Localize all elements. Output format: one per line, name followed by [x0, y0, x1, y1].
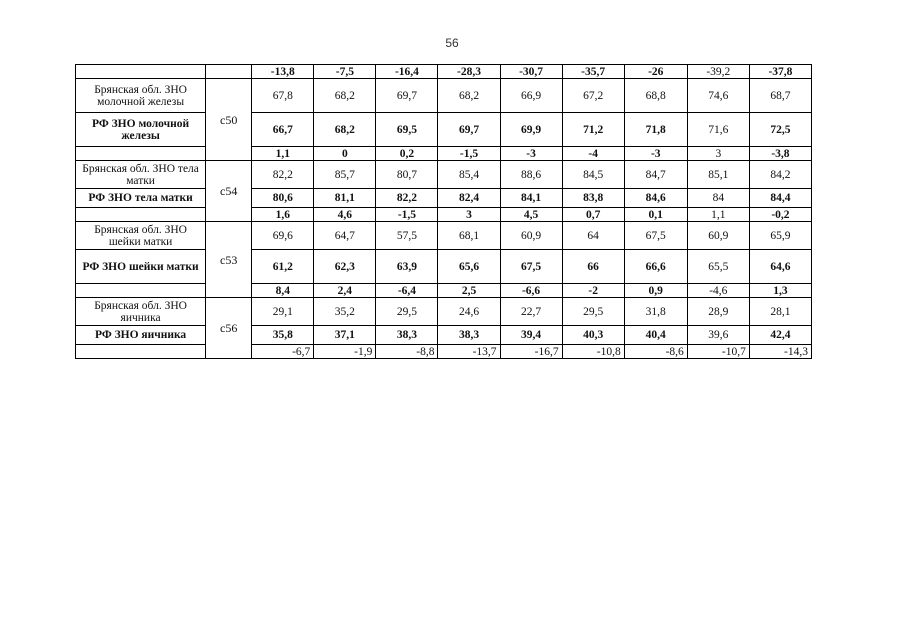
region-value-cell: 68,8 — [624, 79, 687, 113]
region-value-cell: 29,5 — [562, 298, 624, 326]
difference-cell: -37,8 — [749, 65, 811, 79]
region-value-cell: 69,6 — [252, 222, 314, 250]
difference-cell: -30,7 — [500, 65, 562, 79]
page-number: 56 — [445, 36, 459, 50]
rf-value-cell: 66 — [562, 250, 624, 284]
incidence-table — [75, 64, 812, 359]
icd-code: с56 — [206, 298, 252, 359]
table-row — [76, 65, 812, 79]
difference-cell: 2,4 — [314, 284, 376, 298]
difference-cell: -3 — [624, 147, 687, 161]
rf-value-cell: 67,5 — [500, 250, 562, 284]
rf-value-cell: 84 — [687, 189, 749, 208]
rf-value-cell: 84,4 — [749, 189, 811, 208]
region-value-cell: 84,2 — [749, 161, 811, 189]
difference-cell: 0,1 — [624, 208, 687, 222]
rf-value-cell: 68,2 — [314, 113, 376, 147]
rf-value-cell: 66,7 — [252, 113, 314, 147]
rf-value-cell: 69,7 — [438, 113, 500, 147]
region-label: Брянская обл. ЗНО молочной железы — [76, 79, 206, 113]
rf-label: РФ ЗНО шейки матки — [76, 250, 206, 284]
difference-cell: 4,5 — [500, 208, 562, 222]
difference-cell: -35,7 — [562, 65, 624, 79]
difference-cell: -7,5 — [314, 65, 376, 79]
table-row — [76, 222, 812, 250]
region-value-cell: 29,5 — [376, 298, 438, 326]
region-value-cell: 28,1 — [749, 298, 811, 326]
region-value-cell: 65,9 — [749, 222, 811, 250]
region-label: Брянская обл. ЗНО шейки матки — [76, 222, 206, 250]
empty-cell — [206, 65, 252, 79]
table-row — [76, 298, 812, 326]
region-value-cell: 84,7 — [624, 161, 687, 189]
rf-value-cell: 42,4 — [749, 326, 811, 345]
region-value-cell: 60,9 — [687, 222, 749, 250]
rf-value-cell: 69,9 — [500, 113, 562, 147]
region-value-cell: 88,6 — [500, 161, 562, 189]
region-value-cell: 31,8 — [624, 298, 687, 326]
rf-value-cell: 40,4 — [624, 326, 687, 345]
difference-cell: 1,1 — [687, 208, 749, 222]
rf-value-cell: 81,1 — [314, 189, 376, 208]
icd-code: с54 — [206, 161, 252, 222]
difference-cell: 1,3 — [749, 284, 811, 298]
region-value-cell: 67,2 — [562, 79, 624, 113]
region-value-cell: 22,7 — [500, 298, 562, 326]
difference-cell: -4,6 — [687, 284, 749, 298]
region-label: Брянская обл. ЗНО тела матки — [76, 161, 206, 189]
empty-cell — [76, 147, 206, 161]
difference-cell: -6,4 — [376, 284, 438, 298]
difference-cell: -6,6 — [500, 284, 562, 298]
difference-cell: -13,7 — [438, 345, 500, 359]
difference-cell: 3 — [438, 208, 500, 222]
rf-value-cell: 35,8 — [252, 326, 314, 345]
rf-value-cell: 61,2 — [252, 250, 314, 284]
difference-cell: 4,6 — [314, 208, 376, 222]
rf-value-cell: 63,9 — [376, 250, 438, 284]
region-value-cell: 68,2 — [314, 79, 376, 113]
difference-cell: -2 — [562, 284, 624, 298]
region-value-cell: 28,9 — [687, 298, 749, 326]
region-value-cell: 24,6 — [438, 298, 500, 326]
rf-value-cell: 65,5 — [687, 250, 749, 284]
rf-value-cell: 83,8 — [562, 189, 624, 208]
region-value-cell: 68,1 — [438, 222, 500, 250]
region-value-cell: 85,1 — [687, 161, 749, 189]
rf-value-cell: 71,2 — [562, 113, 624, 147]
rf-value-cell: 80,6 — [252, 189, 314, 208]
icd-code: с53 — [206, 222, 252, 298]
rf-value-cell: 39,6 — [687, 326, 749, 345]
region-value-cell: 64 — [562, 222, 624, 250]
difference-cell: -28,3 — [438, 65, 500, 79]
region-value-cell: 60,9 — [500, 222, 562, 250]
difference-cell: -0,2 — [749, 208, 811, 222]
difference-cell: -16,4 — [376, 65, 438, 79]
rf-value-cell: 72,5 — [749, 113, 811, 147]
rf-value-cell: 71,6 — [687, 113, 749, 147]
rf-value-cell: 38,3 — [376, 326, 438, 345]
region-value-cell: 82,2 — [252, 161, 314, 189]
difference-cell: 1,1 — [252, 147, 314, 161]
rf-label: РФ ЗНО молочной железы — [76, 113, 206, 147]
difference-cell: -26 — [624, 65, 687, 79]
difference-cell: 8,4 — [252, 284, 314, 298]
region-value-cell: 85,4 — [438, 161, 500, 189]
rf-value-cell: 62,3 — [314, 250, 376, 284]
difference-cell: -14,3 — [749, 345, 811, 359]
difference-cell: 0,7 — [562, 208, 624, 222]
region-value-cell: 64,7 — [314, 222, 376, 250]
rf-value-cell: 82,2 — [376, 189, 438, 208]
table-row — [76, 147, 812, 161]
table-row — [76, 79, 812, 113]
difference-cell: 3 — [687, 147, 749, 161]
difference-cell: -6,7 — [252, 345, 314, 359]
difference-cell: -16,7 — [500, 345, 562, 359]
rf-value-cell: 64,6 — [749, 250, 811, 284]
rf-value-cell: 37,1 — [314, 326, 376, 345]
region-value-cell: 66,9 — [500, 79, 562, 113]
difference-cell: 2,5 — [438, 284, 500, 298]
region-value-cell: 85,7 — [314, 161, 376, 189]
table-body — [76, 65, 812, 359]
difference-cell: -3 — [500, 147, 562, 161]
difference-cell: -8,6 — [624, 345, 687, 359]
region-value-cell: 35,2 — [314, 298, 376, 326]
difference-cell: 0 — [314, 147, 376, 161]
region-value-cell: 74,6 — [687, 79, 749, 113]
region-value-cell: 67,5 — [624, 222, 687, 250]
difference-cell: -8,8 — [376, 345, 438, 359]
table-row — [76, 284, 812, 298]
table-row — [76, 113, 812, 147]
region-value-cell: 80,7 — [376, 161, 438, 189]
region-value-cell: 57,5 — [376, 222, 438, 250]
rf-value-cell: 38,3 — [438, 326, 500, 345]
rf-value-cell: 71,8 — [624, 113, 687, 147]
rf-value-cell: 65,6 — [438, 250, 500, 284]
icd-code: с50 — [206, 79, 252, 161]
rf-value-cell: 84,1 — [500, 189, 562, 208]
difference-cell: -10,7 — [687, 345, 749, 359]
table-row — [76, 345, 812, 359]
table-row — [76, 189, 812, 208]
region-value-cell: 69,7 — [376, 79, 438, 113]
rf-value-cell: 39,4 — [500, 326, 562, 345]
rf-value-cell: 66,6 — [624, 250, 687, 284]
difference-cell: -10,8 — [562, 345, 624, 359]
empty-cell — [76, 208, 206, 222]
empty-cell — [76, 345, 206, 359]
difference-cell: -1,5 — [438, 147, 500, 161]
region-value-cell: 68,2 — [438, 79, 500, 113]
table-row — [76, 250, 812, 284]
table-row — [76, 326, 812, 345]
rf-value-cell: 84,6 — [624, 189, 687, 208]
rf-value-cell: 82,4 — [438, 189, 500, 208]
difference-cell: -13,8 — [252, 65, 314, 79]
region-value-cell: 67,8 — [252, 79, 314, 113]
difference-cell: -3,8 — [749, 147, 811, 161]
region-value-cell: 29,1 — [252, 298, 314, 326]
region-value-cell: 68,7 — [749, 79, 811, 113]
region-label: Брянская обл. ЗНО яичника — [76, 298, 206, 326]
table-row — [76, 208, 812, 222]
rf-value-cell: 40,3 — [562, 326, 624, 345]
region-value-cell: 84,5 — [562, 161, 624, 189]
rf-value-cell: 69,5 — [376, 113, 438, 147]
empty-cell — [76, 65, 206, 79]
difference-cell: -4 — [562, 147, 624, 161]
difference-cell: -39,2 — [687, 65, 749, 79]
rf-label: РФ ЗНО тела матки — [76, 189, 206, 208]
difference-cell: -1,9 — [314, 345, 376, 359]
empty-cell — [76, 284, 206, 298]
difference-cell: 0,9 — [624, 284, 687, 298]
difference-cell: 1,6 — [252, 208, 314, 222]
table-row — [76, 161, 812, 189]
difference-cell: 0,2 — [376, 147, 438, 161]
rf-label: РФ ЗНО яичника — [76, 326, 206, 345]
difference-cell: -1,5 — [376, 208, 438, 222]
